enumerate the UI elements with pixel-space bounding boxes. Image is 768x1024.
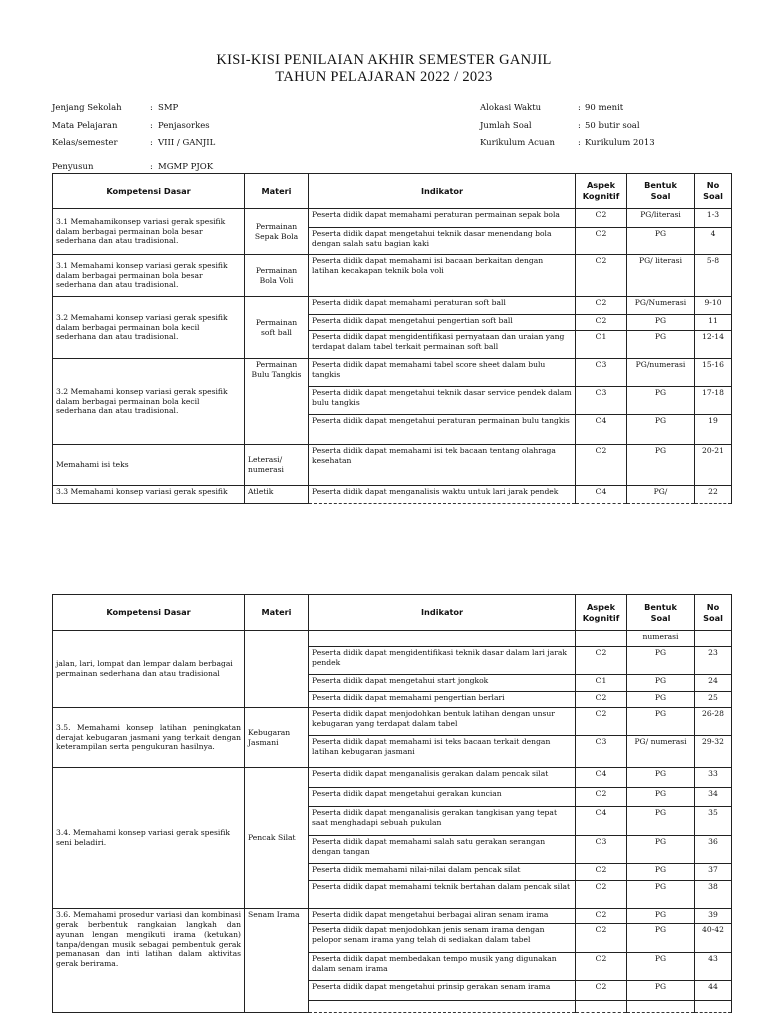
indikator-cell: Peserta didik dapat mengetahui berbagai aliran senam irama <box>309 909 576 924</box>
header-aspek-kognitif: Aspek Kognitif <box>576 174 627 209</box>
indikator-cell: Peserta didik dapat menjodohkan bentuk latihan dengan unsur kebugaran yang terdapat dalam tabel <box>309 708 576 736</box>
no-cell: 37 <box>695 864 732 881</box>
bentuk-cell: PG <box>627 692 695 708</box>
table-row <box>53 708 732 736</box>
indikator-cell: Peserta didik dapat mengetahui peraturan permainan bulu tangkis <box>309 415 576 445</box>
meta-label-kelas: Kelas/semester <box>52 138 118 148</box>
aspek-cell: C2 <box>576 881 627 909</box>
indikator-cell: Peserta didik dapat memahami isi teks bacaan terkait dengan latihan kebugaran jasmani <box>309 736 576 768</box>
kisi-table-page-2 <box>52 594 732 1013</box>
meta-label-alokasi: Alokasi Waktu <box>480 103 542 113</box>
header-materi: Materi <box>245 174 309 209</box>
no-cell: 19 <box>695 415 732 445</box>
aspek-cell: C1 <box>576 675 627 692</box>
aspek-cell: C3 <box>576 387 627 415</box>
no-cell: 35 <box>695 807 732 836</box>
meta-label-jumlah: Jumlah Soal <box>480 121 532 131</box>
no-cell: 43 <box>695 953 732 981</box>
indikator-cell: Peserta didik dapat mengetahui pengertian soft ball <box>309 315 576 331</box>
meta-colon: : <box>578 138 581 148</box>
aspek-cell: C4 <box>576 415 627 445</box>
meta-label-jenjang: Jenjang Sekolah <box>52 103 122 113</box>
materi-cell: Permainan soft ball <box>245 297 309 359</box>
indikator-cell: Peserta didik dapat memahami salah satu gerakan serangan dengan tangan <box>309 836 576 864</box>
bentuk-cell: PG <box>627 768 695 788</box>
bentuk-cell <box>627 1001 695 1013</box>
no-cell: 20-21 <box>695 445 732 486</box>
meta-label-penyusun: Penyusun <box>52 162 94 172</box>
materi-cell: Atletik <box>245 486 309 504</box>
bentuk-cell: PG/ <box>627 486 695 504</box>
bentuk-cell: PG <box>627 864 695 881</box>
indikator-cell <box>309 1001 576 1013</box>
indikator-cell: Peserta didik dapat mengetahui teknik dasar menendang bola dengan salah satu bagian kaki <box>309 228 576 255</box>
kd-cell: 3.4. Memahami konsep variasi gerak spesifik seni beladiri. <box>53 768 245 909</box>
bentuk-cell: PG <box>627 881 695 909</box>
meta-colon: : <box>150 162 153 172</box>
header-no-soal: No Soal <box>695 595 732 631</box>
materi-cell: Permainan Bulu Tangkis <box>245 359 309 445</box>
aspek-cell: C4 <box>576 486 627 504</box>
materi-cell: Leterasi/ numerasi <box>245 445 309 486</box>
table-row <box>53 297 732 315</box>
aspek-cell: C2 <box>576 647 627 675</box>
indikator-cell: Peserta didik dapat menjodohkan jenis senam irama dengan pelopor senam irama yang telah di sediakan dalam tabel <box>309 924 576 953</box>
indikator-cell: Peserta didik dapat memahami tabel score sheet dalam bulu tangkis <box>309 359 576 387</box>
indikator-cell: Peserta didik dapat mengidentifikasi teknik dasar dalam lari jarak pendek <box>309 647 576 675</box>
kd-cell: 3.2 Memahami konsep variasi gerak spesifik dalam berbagai permainan bola kecil sederhana dan atau tradisional. <box>53 297 245 359</box>
materi-cell: Permainan Bola Voli <box>245 255 309 297</box>
indikator-cell: Peserta didik dapat memahami peraturan permainan sepak bola <box>309 209 576 228</box>
header-indikator: Indikator <box>309 595 576 631</box>
kd-cell: jalan, lari, lompat dan lempar dalam berbagai permainan sederhana dan atau tradisional <box>53 631 245 708</box>
bentuk-cell: PG <box>627 924 695 953</box>
aspek-cell: C2 <box>576 255 627 297</box>
bentuk-cell: PG <box>627 708 695 736</box>
no-cell: 40-42 <box>695 924 732 953</box>
aspek-cell: C2 <box>576 924 627 953</box>
aspek-cell: C2 <box>576 228 627 255</box>
no-cell: 15-16 <box>695 359 732 387</box>
header-kompetensi-dasar: Kompetensi Dasar <box>53 595 245 631</box>
header-kompetensi-dasar: Kompetensi Dasar <box>53 174 245 209</box>
aspek-cell: C2 <box>576 692 627 708</box>
bentuk-cell: PG <box>627 331 695 359</box>
aspek-cell: C2 <box>576 981 627 1001</box>
no-cell: 26-28 <box>695 708 732 736</box>
table-row <box>53 359 732 387</box>
no-cell: 29-32 <box>695 736 732 768</box>
kd-cell: 3.5. Memahami konsep latihan peningkatan derajat kebugaran jasmani yang terkait dengan keterampilan serta pengukuran hasilnya. <box>53 708 245 768</box>
meta-colon: : <box>150 138 153 148</box>
no-cell <box>695 1001 732 1013</box>
no-cell: 4 <box>695 228 732 255</box>
aspek-cell: C2 <box>576 445 627 486</box>
meta-value-penyusun: MGMP PJOK <box>158 162 214 172</box>
indikator-cell: Peserta didik dapat membedakan tempo musik yang digunakan dalam senam irama <box>309 953 576 981</box>
no-cell: 23 <box>695 647 732 675</box>
aspek-cell: C2 <box>576 209 627 228</box>
indikator-cell: Peserta didik dapat menganalisis gerakan tangkisan yang tepat saat menghadapi sebuah pukulan <box>309 807 576 836</box>
meta-value-jenjang: SMP <box>158 103 179 113</box>
no-cell: 5-8 <box>695 255 732 297</box>
aspek-cell: C3 <box>576 359 627 387</box>
no-cell: 12-14 <box>695 331 732 359</box>
kd-cell: 3.6. Memahami prosedur variasi dan kombinasi gerak berbentuk rangkaian langkah dan ayunan lengan mengikuti irama (ketukan) tanpa/dengan musik sebagai pembentuk gerak pemanasan dan inti latihan dalam aktivitas gerak berirama. <box>53 909 245 1013</box>
indikator-cell: Peserta didik dapat menganalisis waktu untuk lari jarak pendek <box>309 486 576 504</box>
bentuk-cell: PG <box>627 788 695 807</box>
meta-colon: : <box>150 103 153 113</box>
header-aspek-kognitif: Aspek Kognitif <box>576 595 627 631</box>
aspek-cell: C2 <box>576 788 627 807</box>
materi-cell: Permainan Sepak Bola <box>245 209 309 255</box>
indikator-cell: Peserta didik dapat memahami teknik bertahan dalam pencak silat <box>309 881 576 909</box>
aspek-cell: C4 <box>576 768 627 788</box>
bentuk-cell: numerasi <box>627 631 695 647</box>
aspek-cell <box>576 631 627 647</box>
no-cell: 11 <box>695 315 732 331</box>
no-cell: 34 <box>695 788 732 807</box>
kd-cell: 3.1 Memahamikonsep variasi gerak spesifik dalam berbagai permainan bola besar sederhana dan atau tradisional. <box>53 209 245 255</box>
meta-colon: : <box>578 121 581 131</box>
table-row <box>53 631 732 647</box>
table-row <box>53 768 732 788</box>
header-bentuk-soal: Bentuk Soal <box>627 595 695 631</box>
indikator-cell: Peserta didik dapat mengetahui prinsip gerakan senam irama <box>309 981 576 1001</box>
indikator-cell: Peserta didik memahami nilai-nilai dalam pencak silat <box>309 864 576 881</box>
materi-cell: Pencak Silat <box>245 768 309 909</box>
no-cell: 22 <box>695 486 732 504</box>
aspek-cell: C3 <box>576 836 627 864</box>
meta-value-kurikulum: Kurikulum 2013 <box>585 138 655 148</box>
bentuk-cell: PG/ numerasi <box>627 736 695 768</box>
header-indikator: Indikator <box>309 174 576 209</box>
kd-cell: 3.1 Memahami konsep variasi gerak spesifik dalam berbagai permainan bola besar sederhana dan atau tradisional. <box>53 255 245 297</box>
bentuk-cell: PG/numerasi <box>627 359 695 387</box>
aspek-cell: C2 <box>576 953 627 981</box>
bentuk-cell: PG <box>627 415 695 445</box>
kd-cell: 3.3 Memahami konsep variasi gerak spesifik <box>53 486 245 504</box>
aspek-cell: C1 <box>576 331 627 359</box>
table-row <box>53 255 732 297</box>
bentuk-cell: PG <box>627 836 695 864</box>
aspek-cell: C3 <box>576 736 627 768</box>
materi-cell <box>245 631 309 708</box>
table-header-row <box>53 174 732 209</box>
indikator-cell: Peserta didik dapat memahami peraturan soft ball <box>309 297 576 315</box>
bentuk-cell: PG <box>627 445 695 486</box>
materi-cell: Kebugaran Jasmani <box>245 708 309 768</box>
no-cell: 9-10 <box>695 297 732 315</box>
meta-colon: : <box>578 103 581 113</box>
aspek-cell <box>576 1001 627 1013</box>
no-cell: 25 <box>695 692 732 708</box>
bentuk-cell: PG/ literasi <box>627 255 695 297</box>
no-cell: 24 <box>695 675 732 692</box>
bentuk-cell: PG <box>627 315 695 331</box>
bentuk-cell: PG <box>627 675 695 692</box>
materi-cell: Senam Irama <box>245 909 309 1013</box>
aspek-cell: C2 <box>576 315 627 331</box>
no-cell: 1-3 <box>695 209 732 228</box>
bentuk-cell: PG/Numerasi <box>627 297 695 315</box>
indikator-cell: Peserta didik dapat memahami isi tek bacaan tentang olahraga kesehatan <box>309 445 576 486</box>
table-header-row <box>53 595 732 631</box>
no-cell: 33 <box>695 768 732 788</box>
document-title: KISI-KISI PENILAIAN AKHIR SEMESTER GANJIL <box>216 52 552 68</box>
indikator-cell <box>309 631 576 647</box>
aspek-cell: C4 <box>576 807 627 836</box>
indikator-cell: Peserta didik dapat mengetahui teknik dasar service pendek dalam bulu tangkis <box>309 387 576 415</box>
meta-value-jumlah: 50 butir soal <box>585 121 640 131</box>
meta-value-alokasi: 90 menit <box>585 103 624 113</box>
table-row <box>53 486 732 504</box>
aspek-cell: C2 <box>576 909 627 924</box>
indikator-cell: Peserta didik dapat memahami isi bacaan berkaitan dengan latihan kecakapan teknik bola voli <box>309 255 576 297</box>
aspek-cell: C2 <box>576 297 627 315</box>
header-bentuk-soal: Bentuk Soal <box>627 174 695 209</box>
bentuk-cell: PG <box>627 807 695 836</box>
table-row <box>53 445 732 486</box>
table-row <box>53 209 732 228</box>
no-cell: 44 <box>695 981 732 1001</box>
bentuk-cell: PG <box>627 981 695 1001</box>
kd-cell: 3.2 Memahami konsep variasi gerak spesifik dalam berbagai permainan bola kecil sederhana dan atau tradisional. <box>53 359 245 445</box>
bentuk-cell: PG <box>627 909 695 924</box>
no-cell: 39 <box>695 909 732 924</box>
bentuk-cell: PG/literasi <box>627 209 695 228</box>
aspek-cell: C2 <box>576 708 627 736</box>
kisi-table-page-1 <box>52 173 732 504</box>
bentuk-cell: PG <box>627 387 695 415</box>
indikator-cell: Peserta didik dapat menganalisis gerakan dalam pencak silat <box>309 768 576 788</box>
indikator-cell: Peserta didik dapat mengidentifikasi pernyataan dan uraian yang terdapat dalam tabel terkait permainan soft ball <box>309 331 576 359</box>
no-cell: 17-18 <box>695 387 732 415</box>
meta-label-mapel: Mata Pelajaran <box>52 121 118 131</box>
bentuk-cell: PG <box>627 228 695 255</box>
meta-value-mapel: Penjasorkes <box>158 121 210 131</box>
no-cell: 38 <box>695 881 732 909</box>
table-row <box>53 909 732 924</box>
header-no-soal: No Soal <box>695 174 732 209</box>
indikator-cell: Peserta didik dapat memahami pengertian berlari <box>309 692 576 708</box>
meta-colon: : <box>150 121 153 131</box>
document-subtitle: TAHUN PELAJARAN 2022 / 2023 <box>275 69 493 85</box>
no-cell <box>695 631 732 647</box>
meta-value-kelas: VIII / GANJIL <box>158 138 216 148</box>
no-cell: 36 <box>695 836 732 864</box>
bentuk-cell: PG <box>627 953 695 981</box>
header-materi: Materi <box>245 595 309 631</box>
aspek-cell: C2 <box>576 864 627 881</box>
indikator-cell: Peserta didik dapat mengetahui gerakan kuncian <box>309 788 576 807</box>
indikator-cell: Peserta didik dapat mengetahui start jongkok <box>309 675 576 692</box>
bentuk-cell: PG <box>627 647 695 675</box>
kd-cell: Memahami isi teks <box>53 445 245 486</box>
meta-label-kurikulum: Kurikulum Acuan <box>480 138 555 148</box>
